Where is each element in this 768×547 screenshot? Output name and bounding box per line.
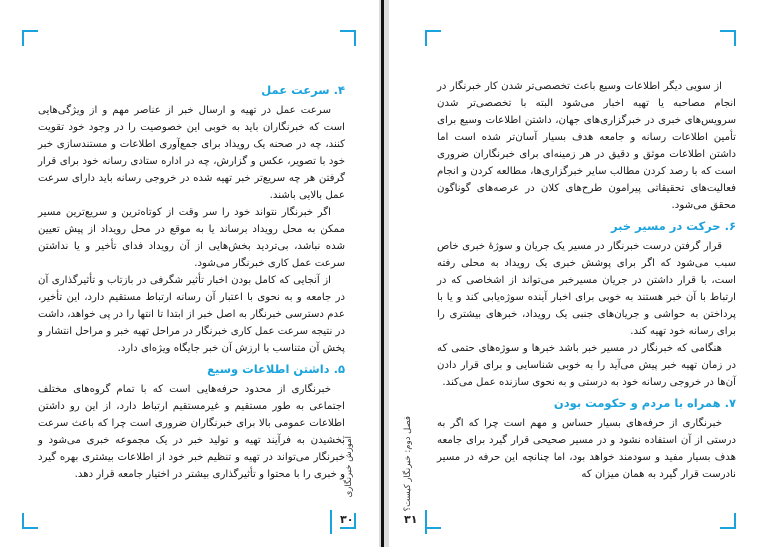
page-number-divider	[425, 510, 427, 534]
section-heading: ۷. همراه با مردم و حکومت بودن	[553, 396, 736, 410]
corner-mark-top-right	[340, 30, 356, 46]
left-page	[0, 0, 379, 547]
corner-mark-bottom-right	[720, 513, 736, 529]
book-spine	[381, 0, 384, 547]
paragraph: سرعت عمل در تهیه و ارسال خبر از عناصر مهم و از ویژگی‌هایی است که خبرنگاران باید به خوبی این خصوصیت را در وجود خود تقویت کنند، چه در صحنه یک رویداد برای جمع‌آوری اطلاعات و مستندسازی خبر خود با تصویر، عکس و گزارش، چه در اداره ستادی رسانه خود برای قرار گرفتن هر چه سریع‌تر خبر تهیه شده در خروجی رسانه باید دارای سرعت عمل بالایی باشند.	[38, 105, 345, 201]
right-page	[389, 0, 768, 547]
section-heading: ۵. داشتن اطلاعات وسیع	[207, 362, 345, 376]
paragraph: اگر خبرنگار نتواند خود را سر وقت از کوتاه‌ترین و سریع‌ترین مسیر ممکن به محل رویداد برساند یا به موقع در محل رویداد از پیش تعیین شده نباشد، بی‌تردید بخش‌هایی از آن رویداد فدای تأخیر و یا نداشتن سرعت عمل کاری خبرنگار می‌شود.	[38, 207, 345, 269]
corner-mark-top-left	[22, 30, 38, 46]
paragraph: قرار گرفتن درست خبرنگار در مسیر یک جریان و سوژهٔ خبری خاص سبب می‌شود که اگر برای پوشش خبری یک رویداد به محلی رفته است، با قرار داشتن در جریان مسیرخبر می‌تواند از اشخاصی که در ارتباط با آن خبر هستند به خوبی برای اخبار آینده سوژه‌یابی کند و یا با پرداختن به حواشی و جریان‌های جنبی یک رویداد، خبرهای بیشتری را برای رسانه خود تهیه کند.	[437, 241, 736, 337]
page-number-divider	[330, 510, 332, 534]
corner-mark-top-right	[720, 30, 736, 46]
paragraph: از سویی دیگر اطلاعات وسیع باعث تخصصی‌تر شدن کار خبرنگار در انجام مصاحبه یا تهیه اخبار می‌شود البته با تخصصی‌تر شدن سرویس‌های خبری در خبرگزاری‌های جهان، داشتن اطلاعات وسیع برای تأمین اطلاعات رسانه و جامعه هدف بسیار آسان‌تر شده است اما داشتن اطلاعات موثق و دقیق در هر زمینه‌ای برای خبرنگاران ضروری است که با رصد کردن مطالب سایر خبرگزاری‌ها، مطالعه کردن و انجام فعالیت‌های تحقیقاتی پیرامون طرح‌های کلان در عرصه‌های گوناگون محقق می‌شود.	[437, 81, 736, 211]
paragraph: از آنجایی که کامل بودن اخبار تأثیر شگرفی در بازتاب و تأثیرگذاری آن در جامعه و به نحوی با اعتبار آن رسانه ارتباط مستقیم دارد، این تأخیر، عدم دسترسی خبرنگار به اصل خبر از ابتدا تا انتها را در پی خواهد، داشت در نتیجه سرعت عمل کاری خبرنگار در مراحل تهیه خبر و مراحل انتشار و پخش آن متناسب با ارزش آن خبر جایگاه ویژه‌ای دارد.	[38, 275, 345, 354]
page-number: ۳۱	[404, 513, 418, 526]
running-title-vertical: آموزش خبرنگاری	[344, 436, 354, 498]
paragraph: خبرنگاری از محدود حرفه‌هایی است که با تمام گروه‌های مختلف اجتماعی به طور مستقیم و غیرمستقیم ارتباط دارد، از این رو داشتن اطلاعات عمومی بالا برای خبرنگاران ضروری است چرا که باعث سرعت بخشیدن به فرآیند تهیه و تولید خبر در یک مجموعه خبری می‌شود و خبرنگار می‌تواند در تهیه و تنظیم خبر خود از اطلاعات بیشتری بهره گیرد و خبری را با محتوا و تأثیرگذاری بیشتر در اختیار جامعه قرار دهد.	[38, 384, 345, 480]
section-heading: ۴. سرعت عمل	[261, 83, 345, 97]
paragraph: خبرنگاری از حرفه‌های بسیار حساس و مهم است چرا که اگر به درستی از آن استفاده نشود و در مسیر صحیحی قرار گیرد برای جامعه هدف بسیار مفید و سودمند خواهد بود، اما چنانچه این حرفه در مسیر نادرست قرار گیرد به همان میزان که	[437, 418, 736, 480]
corner-mark-bottom-left	[22, 513, 38, 529]
running-title-vertical: فصل دوم: خبرنگار کیست؟	[403, 416, 413, 512]
section-heading: ۶. حرکت در مسیر خبر	[610, 219, 736, 233]
right-page-body	[437, 78, 736, 483]
corner-mark-bottom-left	[425, 513, 441, 529]
corner-mark-top-left	[425, 30, 441, 46]
paragraph: هنگامی که خبرنگار در مسیر خبر باشد خبرها و سوژه‌های حتمی که در زمان تهیه خبر پیش می‌آید را به خوبی شناسایی و برای قرار دادن آن‌ها در خروجی رسانه خود به درستی و به نحوی سازنده عمل می‌کند.	[437, 343, 736, 388]
page-number: ۳۰	[340, 513, 354, 526]
left-page-body	[38, 78, 345, 483]
